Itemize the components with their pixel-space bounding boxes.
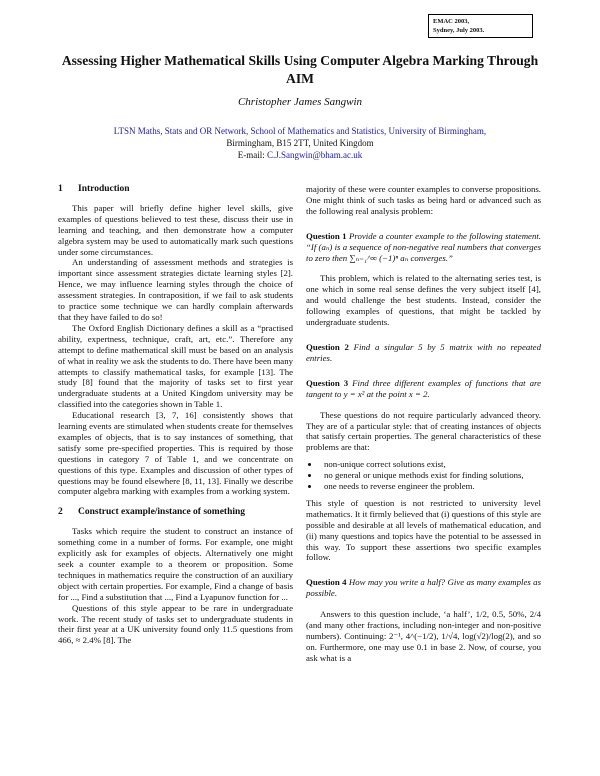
section-heading-1 <box>58 184 293 195</box>
question-1 <box>306 231 541 264</box>
paragraph: The Oxford English Dictionary defines a skill as a “practised ability, expertness, technique, craft, art, etc.”. Therefore any attempt to define mathematical skill must be based on an analysis of what in reality we ask the students to do. There have been many attempts to classify mathematical tasks, for example [13]. The study [8] found that the majority of tasks set to first year undergraduate students at a United Kingdom university may be classified into the categories shown in Table 1. <box>58 322 293 410</box>
conference-line: EMAC 2003, <box>433 18 470 25</box>
affiliation-line-1[interactable]: LTSN Maths, Stats and OR Network, School of Mathematics and Statistics, University of Birmingham, <box>113 126 487 136</box>
list-item: • one needs to reverse engineer the problem. <box>320 481 541 492</box>
question-body: How may you write a half? Give as many examples as possible. <box>306 577 541 599</box>
paragraph: These questions do not require particularly advanced theory. They are of a particular style: that of creating instances of objects that satisfy certain properties. The general characteristics of these problems are that: <box>306 409 541 453</box>
question-3 <box>306 378 541 400</box>
paragraph: This problem, which is related to the alternating series test, is one which in some real sense defines the very subject itself [4], and would challenge the best students. Instead, consider the following examples of questions, that might be tackled by undergraduate students. <box>306 273 541 328</box>
list-item: • non-unique correct solutions exist, <box>320 459 541 470</box>
section-heading-2 <box>58 507 293 518</box>
paragraph: This style of question is not restricted to university level mathematics. It it firmly believed that (i) questions of this style are possible and desirable at all levels of mathematical education, and (ii) many questions and topics have the potential to be assessed in this way. To support these assertions two specific examples follow. <box>306 497 542 563</box>
question-body: Find three different examples of functions that are tangent to y = x² at the point x = 2. <box>306 377 541 399</box>
section-title: Construct example/instance of something <box>78 507 246 518</box>
affiliation-line-2: Birmingham, B15 2TT, United Kingdom <box>226 138 374 148</box>
conference-date: Sydney, July 2003. <box>433 27 485 34</box>
paragraph: Tasks which require the student to construct an instance of something come in a number of forms. For example, one might explicitly ask for examples of objects. Alternatively one might seek a counter example to a theorem or proposition. Some techniques in mathematics require the construction of an auxiliary object with certain properties. For example, Find a change of basis for ..., Find a substitution that ..., Find a Lyapunov function for ... <box>58 526 293 602</box>
affiliation <box>40 125 560 161</box>
question-body: Provide a counter example to the following statement. “If (aₙ) is a sequence of non-negative real numbers that converges to zero then ∑ₙ₌₁^∞ (−1)ⁿ aₙ converges.” <box>306 230 542 263</box>
paragraph: Educational research [3, 7, 16] consistently shows that learning events are stimulated when students create for themselves examples of objects, that is to say instances of something, that satisfy some pre-specified properties. This is required by those questions in category 7 of Table 1, and we concentrate on questions of this type. Examples and discussion of other types of questions may be found elsewhere [8, 11, 13]. Finally we describe computer algebra marking with examples from a working system. <box>58 410 293 497</box>
section-title: Introduction <box>78 184 130 194</box>
email-link[interactable]: C.J.Sangwin@bham.ac.uk <box>266 150 363 160</box>
left-column <box>58 184 293 646</box>
question-4 <box>306 577 541 599</box>
right-column <box>306 184 541 664</box>
email-line <box>40 149 560 161</box>
conference-box <box>428 14 533 38</box>
email-label: E-mail: <box>237 150 267 160</box>
paper-title: Assessing Higher Mathematical Skills Using Computer Algebra Marking Through AIM <box>61 53 539 86</box>
paragraph: An understanding of assessment methods and strategies is important since assessment strategies dictate learning styles [2]. Hence, we may influence learning styles through the choice of assessment strategies. In contraposition, if we fail to ask students to practice some technique we can hardly complain afterwards that they have failed to do so! <box>58 257 293 322</box>
paragraph: This paper will briefly define higher level skills, give examples of questions believed to test these, discuss their use in learning and teaching, and then demonstrate how a computer algebra system may be used to automatically mark such questions under some circumstances. <box>58 202 293 257</box>
question-label: Question 4 <box>306 577 347 588</box>
section-number: 2 <box>58 507 63 518</box>
paragraph: Answers to this question include, ‘a half’, 1/2, 0.5, 50%, 2/4 (and many other fractions, including non-integer and non-positive numbers). Continuing: 2⁻¹, 4^(−1/2), 1/√4, log(√2)/log(2), and so on. Furthermore, one may use 0.1 in base 2. Now, of course, you ask what is a <box>306 609 541 663</box>
paragraph: Questions of this style appear to be rare in undergraduate work. The recent study of tasks set to undergraduate students in their first year at a UK university found only 11.5 questions from 466, ≈ 2.4% [8]. The <box>58 602 293 646</box>
question-label: Question 1 <box>306 230 347 241</box>
question-label: Question 2 <box>306 341 349 352</box>
question-label: Question 3 <box>306 377 349 388</box>
characteristics-list <box>306 459 541 492</box>
question-2 <box>306 342 541 364</box>
author-name: Christopher James Sangwin <box>237 96 363 108</box>
list-item: • no general or unique methods exist for finding solutions, <box>320 470 541 481</box>
paragraph: majority of these were counter examples to converse propositions. One might think of such tasks as being hard or advanced such as the following real analysis problem: <box>306 184 541 216</box>
section-number: 1 <box>58 184 63 194</box>
question-body: Find a singular 5 by 5 matrix with no repeated entries. <box>306 341 541 363</box>
